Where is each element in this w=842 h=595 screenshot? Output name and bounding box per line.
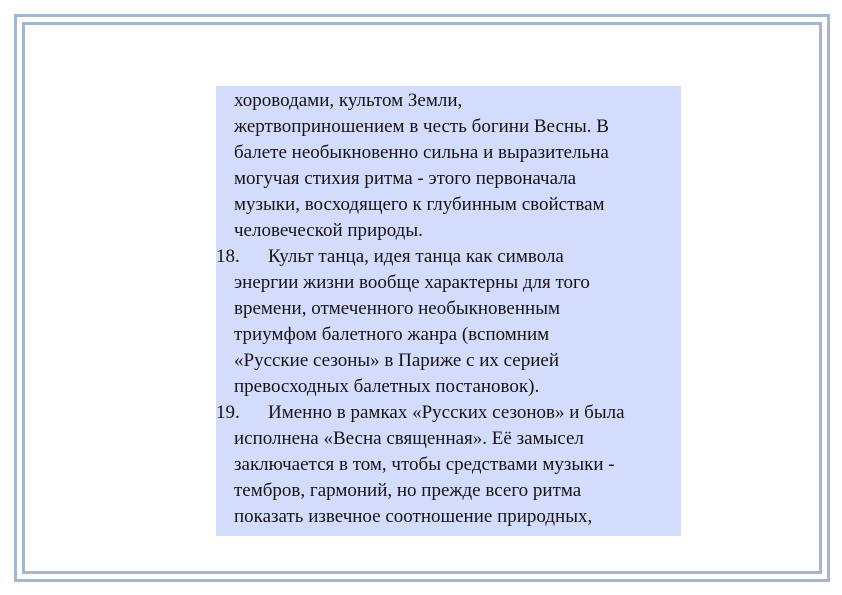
text-line: могучая стихия ритма - этого первоначала — [234, 168, 577, 189]
text-line: «Русские сезоны» в Париже с их серией — [234, 350, 559, 371]
list-item-19 — [216, 400, 679, 426]
list-item-18 — [216, 244, 679, 270]
text-line: музыки, восходящего к глубинным свойствам — [234, 194, 605, 215]
list-number: 18. — [216, 246, 240, 267]
text-line: человеческой природы. — [234, 220, 423, 241]
text-line: энергии жизни вообще характерны для того — [234, 272, 590, 293]
list-item-first-line: Культ танца, идея танца как символа — [268, 246, 564, 267]
text-line: балете необыкновенно сильна и выразительна — [234, 142, 609, 163]
list-item-first-line: Именно в рамках «Русских сезонов» и была — [268, 402, 625, 423]
text-line: показать извечное соотношение природных, — [234, 506, 593, 527]
text-line: превосходных балетных постановок). — [234, 376, 540, 397]
text-line: хороводами, культом Земли, — [234, 90, 463, 111]
text-line: жертвоприношением в честь богини Весны. В — [234, 116, 609, 137]
text-line: заключается в том, чтобы средствами музыки - — [234, 454, 615, 475]
text-line: исполнена «Весна священная». Её замысел — [234, 428, 584, 449]
text-line: триумфом балетного жанра (вспомним — [234, 324, 550, 345]
slide-text-box — [216, 86, 681, 536]
text-line: тембров, гармоний, но прежде всего ритма — [234, 480, 582, 501]
text-line: времени, отмеченного необыкновенным — [234, 298, 560, 319]
list-number: 19. — [216, 402, 240, 423]
